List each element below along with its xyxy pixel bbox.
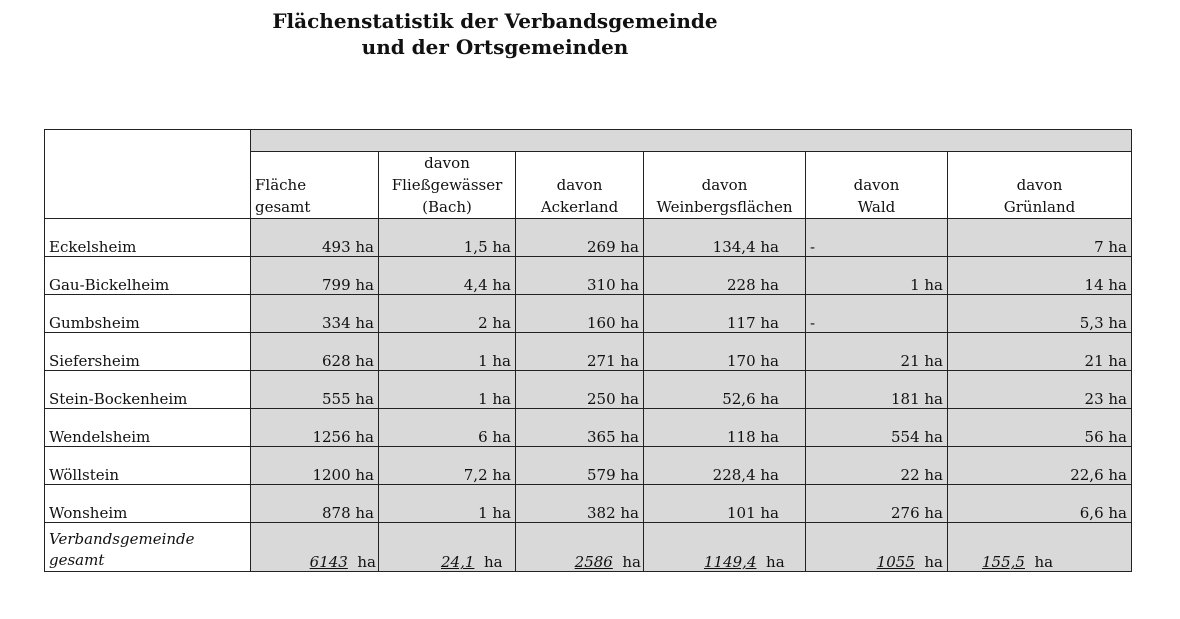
cell-acker: 310 ha bbox=[516, 257, 644, 295]
table-row bbox=[45, 333, 1132, 371]
cell-gruen: 22,6 ha bbox=[948, 447, 1132, 485]
cell-wald: - bbox=[806, 219, 948, 257]
cell-wein: 170 ha bbox=[644, 333, 806, 371]
total-flaeche: 6143 ha bbox=[251, 523, 379, 572]
total-bach: 24,1 ha bbox=[379, 523, 516, 572]
table-row bbox=[45, 295, 1132, 333]
header-top-row bbox=[45, 130, 1132, 152]
cell-bach: 1 ha bbox=[379, 371, 516, 409]
table-row bbox=[45, 447, 1132, 485]
cell-wein: 101 ha bbox=[644, 485, 806, 523]
cell-wald: 22 ha bbox=[806, 447, 948, 485]
total-acker: 2586 ha bbox=[516, 523, 644, 572]
cell-wald: 276 ha bbox=[806, 485, 948, 523]
cell-gruen: 56 ha bbox=[948, 409, 1132, 447]
row-name: Stein-Bockenheim bbox=[45, 371, 251, 409]
cell-gruen: 5,3 ha bbox=[948, 295, 1132, 333]
total-wald: 1055 ha bbox=[806, 523, 948, 572]
row-name: Gau-Bickelheim bbox=[45, 257, 251, 295]
cell-wein: 52,6 ha bbox=[644, 371, 806, 409]
table-row bbox=[45, 485, 1132, 523]
col-header-bach: davon Fließgewässer (Bach) bbox=[379, 152, 516, 219]
cell-bach: 1 ha bbox=[379, 485, 516, 523]
cell-acker: 250 ha bbox=[516, 371, 644, 409]
table-row bbox=[45, 371, 1132, 409]
row-name: Siefersheim bbox=[45, 333, 251, 371]
row-name: Eckelsheim bbox=[45, 219, 251, 257]
cell-bach: 2 ha bbox=[379, 295, 516, 333]
cell-wein: 228 ha bbox=[644, 257, 806, 295]
row-name: Wendelsheim bbox=[45, 409, 251, 447]
total-row bbox=[45, 523, 1132, 572]
cell-wald: 181 ha bbox=[806, 371, 948, 409]
cell-wald: 554 ha bbox=[806, 409, 948, 447]
total-gruen: 155,5 ha bbox=[948, 523, 1132, 572]
cell-bach: 1,5 ha bbox=[379, 219, 516, 257]
cell-wald: 21 ha bbox=[806, 333, 948, 371]
cell-bach: 6 ha bbox=[379, 409, 516, 447]
total-wein: 1149,4 ha bbox=[644, 523, 806, 572]
col-header-wald: davon Wald bbox=[806, 152, 948, 219]
cell-bach: 1 ha bbox=[379, 333, 516, 371]
cell-flaeche: 493 ha bbox=[251, 219, 379, 257]
cell-acker: 160 ha bbox=[516, 295, 644, 333]
cell-flaeche: 1200 ha bbox=[251, 447, 379, 485]
cell-bach: 4,4 ha bbox=[379, 257, 516, 295]
cell-acker: 382 ha bbox=[516, 485, 644, 523]
cell-wein: 117 ha bbox=[644, 295, 806, 333]
cell-acker: 579 ha bbox=[516, 447, 644, 485]
cell-wald: 1 ha bbox=[806, 257, 948, 295]
cell-wein: 134,4 ha bbox=[644, 219, 806, 257]
cell-acker: 365 ha bbox=[516, 409, 644, 447]
col-header-acker: davon Ackerland bbox=[516, 152, 644, 219]
row-name: Wöllstein bbox=[45, 447, 251, 485]
cell-acker: 269 ha bbox=[516, 219, 644, 257]
cell-bach: 7,2 ha bbox=[379, 447, 516, 485]
cell-flaeche: 628 ha bbox=[251, 333, 379, 371]
cell-gruen: 21 ha bbox=[948, 333, 1132, 371]
row-name: Gumbsheim bbox=[45, 295, 251, 333]
corner-cell bbox=[45, 130, 251, 219]
title-line-1: Flächenstatistik der Verbandsgemeinde bbox=[272, 9, 718, 33]
cell-flaeche: 1256 ha bbox=[251, 409, 379, 447]
col-header-wein: davon Weinbergsflächen bbox=[644, 152, 806, 219]
cell-flaeche: 878 ha bbox=[251, 485, 379, 523]
cell-flaeche: 799 ha bbox=[251, 257, 379, 295]
cell-gruen: 23 ha bbox=[948, 371, 1132, 409]
cell-wein: 228,4 ha bbox=[644, 447, 806, 485]
total-row-name: Verbandsgemeinde gesamt bbox=[45, 523, 251, 572]
table-row bbox=[45, 409, 1132, 447]
table-row bbox=[45, 219, 1132, 257]
cell-gruen: 6,6 ha bbox=[948, 485, 1132, 523]
cell-gruen: 14 ha bbox=[948, 257, 1132, 295]
cell-gruen: 7 ha bbox=[948, 219, 1132, 257]
header-band bbox=[251, 130, 1132, 152]
row-name: Wonsheim bbox=[45, 485, 251, 523]
cell-acker: 271 ha bbox=[516, 333, 644, 371]
page-title bbox=[0, 8, 990, 60]
table-row bbox=[45, 257, 1132, 295]
col-header-flaeche: Fläche gesamt bbox=[251, 152, 379, 219]
cell-wein: 118 ha bbox=[644, 409, 806, 447]
cell-flaeche: 334 ha bbox=[251, 295, 379, 333]
cell-wald: - bbox=[806, 295, 948, 333]
col-header-gruen: davon Grünland bbox=[948, 152, 1132, 219]
title-line-2: und der Ortsgemeinden bbox=[361, 35, 629, 59]
cell-flaeche: 555 ha bbox=[251, 371, 379, 409]
area-statistics-table bbox=[44, 129, 1132, 572]
